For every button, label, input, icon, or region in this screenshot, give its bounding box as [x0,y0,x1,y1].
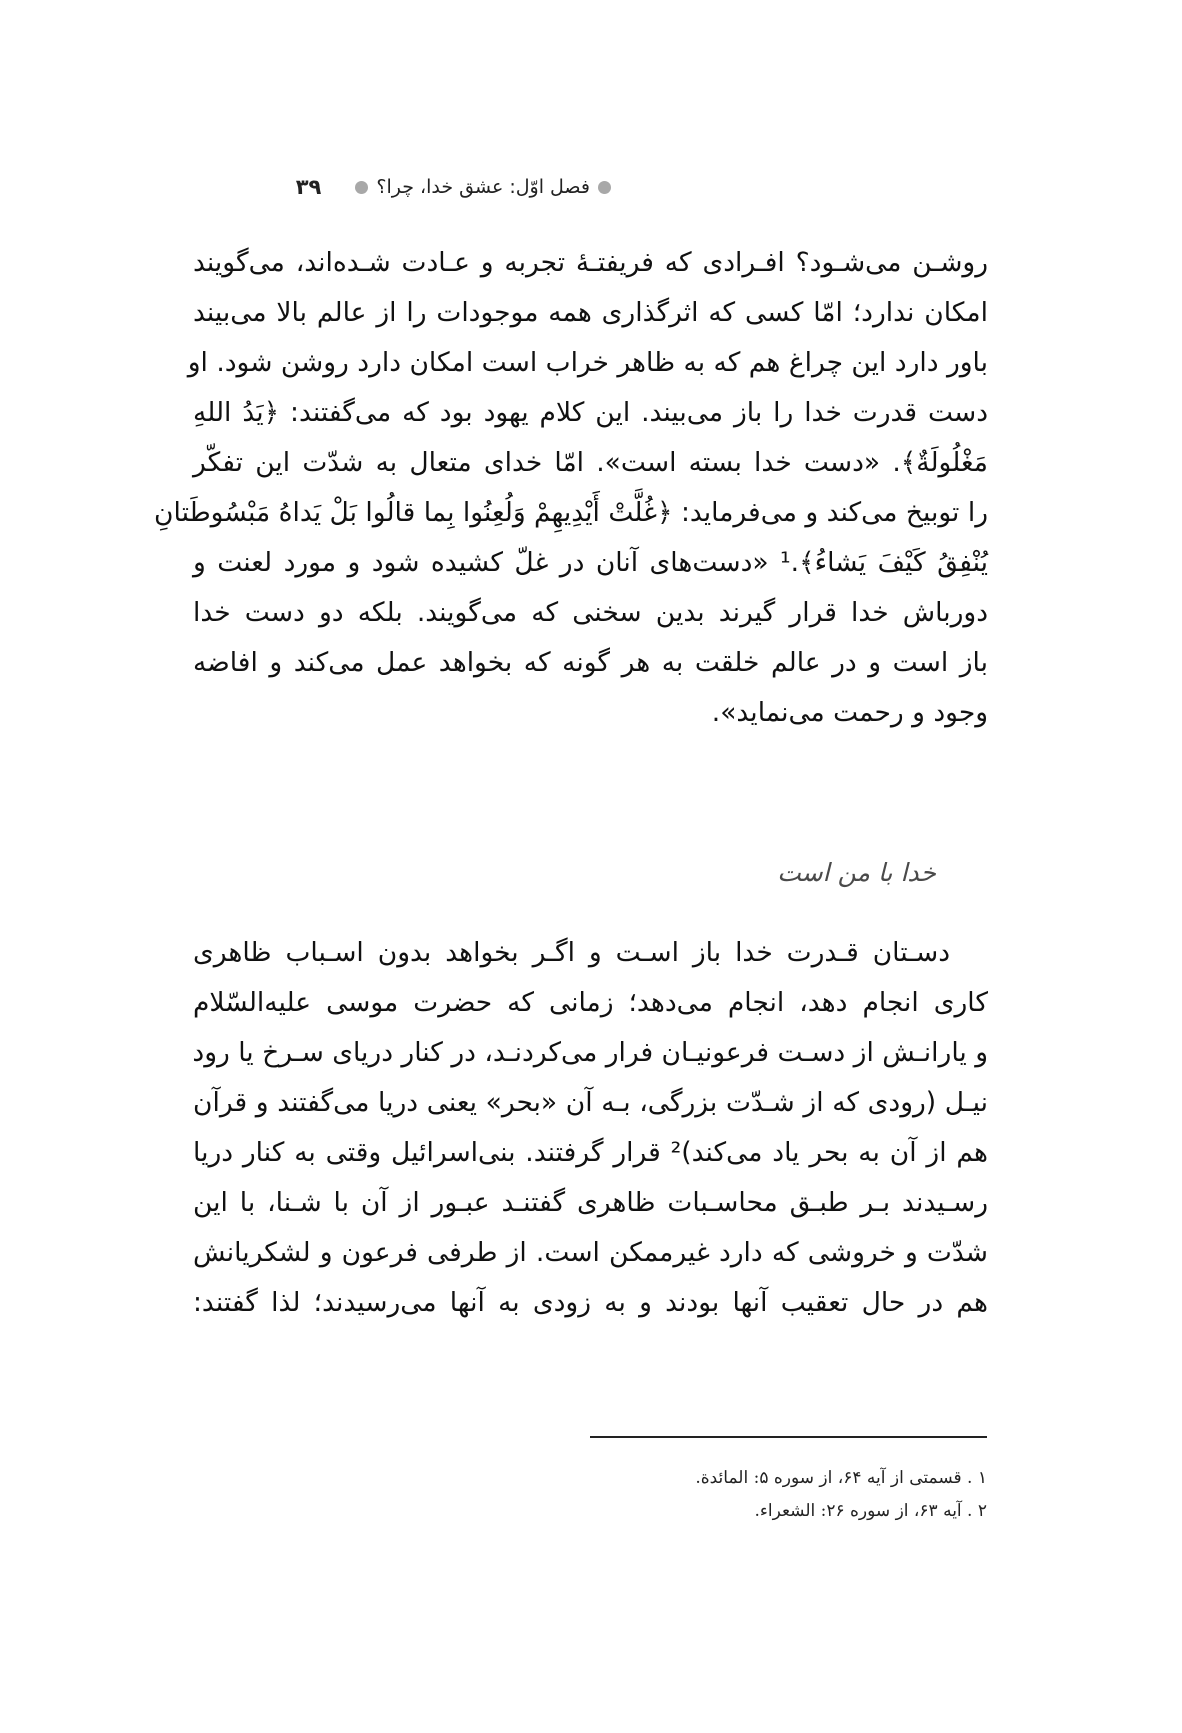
text-line: دست قدرت خدا را باز می‌بیند. این کلام یهود بود که می‌گفتند: ﴿یَدُ اللهِ [193,397,988,428]
text-line: شدّت و خروشی که دارد غیرممکن است. از طرفی فرعون و لشکریانش [193,1237,988,1268]
text-line: باور دارد این چراغ هم که به ظاهر خراب است امکان دارد روشن شود. او [187,347,988,378]
footnote-1: ۱ . قسمتی از آیه ۶۴، از سوره ۵: المائدة. [695,1468,987,1488]
header-bullet-icon [355,181,368,194]
paragraph-2 [193,928,988,1328]
text-line: یُنْفِقُ کَیْفَ یَشاءُ﴾.¹ «دست‌های آنان در غلّ کشیده شود و مورد لعنت و [193,547,988,578]
text-line: هم از آن به بحر یاد می‌کند)² قرار گرفتند. بنی‌اسرائیل وقتی به کنار دریا [193,1137,989,1168]
text-line: دورباش خدا قرار گیرند بدین سخنی که می‌گویند. بلکه دو دست خدا [193,597,988,628]
footnote-divider [590,1436,987,1438]
text-line: روشـن می‌شـود؟ افـرادی که فریفتـهٔ تجربه و عـادت شـده‌اند، می‌گویند [193,247,988,278]
running-header [195,170,615,204]
text-line: هم در حال تعقیب آنها بودند و به زودی به آنها می‌رسیدند؛ لذا گفتند: [193,1287,988,1318]
text-line: کاری انجام دهد، انجام می‌دهد؛ زمانی که حضرت موسی علیه‌السّلام [193,987,988,1018]
text-line: رسـیدند بـر طبـق محاسـبات ظاهری گفتنـد عبـور از آن با شـنا، با این [193,1187,988,1218]
text-line: مَغْلُولَةٌ﴾. «دست خدا بسته است». امّا خدای متعال به شدّت این تفکّر [193,447,988,478]
text-line: و یارانـش از دسـت فرعونیـان فرار می‌کردنـد، در کنار دریای سـرخ یا رود [192,1037,988,1068]
text-line: دسـتان قـدرت خدا باز اسـت و اگـر بخواهد بدون اسـباب ظاهری [193,937,950,968]
chapter-title: فصل اوّل: عشق خدا، چرا؟ [376,176,590,198]
text-line: باز است و در عالم خلقت به هر گونه که بخواهد عمل می‌کند و افاضه [193,647,988,678]
page-number: ۳۹ [295,175,322,199]
text-line: نیـل (رودی که از شـدّت بزرگی، بـه آن «بحر» یعنی دریا می‌گفتند و قرآن [193,1087,988,1118]
footnote-2: ۲ . آیه ۶۳، از سوره ۲۶: الشعراء. [754,1501,987,1521]
text-line: امکان ندارد؛ امّا کسی که اثرگذاری همه موجودات را از عالم بالا می‌بیند [193,297,988,328]
text-line: وجود و رحمت می‌نماید». [711,697,988,728]
section-heading: خدا با من است [777,858,936,887]
text-line: را توبیخ می‌کند و می‌فرماید: ﴿غُلَّتْ أَیْدِیهِمْ وَلُعِنُوا بِما قالُوا بَلْ یَداهُ مَبْسُوطَتانِ [154,497,988,528]
paragraph-1 [154,238,988,738]
footnotes [500,1462,987,1528]
header-bullet-icon [598,181,611,194]
